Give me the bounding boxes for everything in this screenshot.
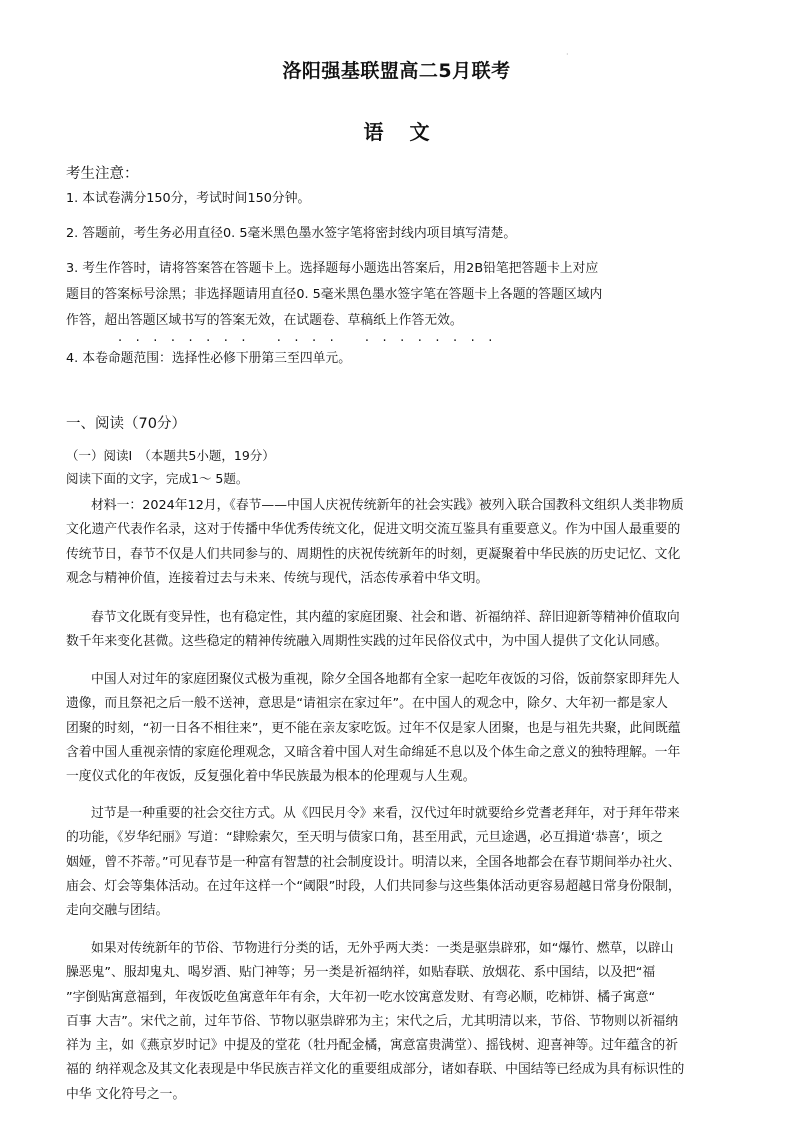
notice-rule-2 xyxy=(66,221,732,246)
material-paragraph-3 xyxy=(66,668,732,789)
material-paragraph-4 xyxy=(66,802,732,923)
notice-rule-line: 2. 答题前，考生务必用直径0. 5毫米黑色墨水签字笔将密封线内项目填写清楚。 xyxy=(66,226,517,241)
notice-rule-line: 题目的答案标号涂黑；非选择题请用直径0. 5毫米黑色墨水签字笔在答题卡上各题的答题区域内 xyxy=(66,287,603,302)
notice-rule-1 xyxy=(66,186,732,211)
notice-rule-line: 3. 考生作答时，请将答案答在答题卡上。选择题每小题选出答案后，用2B铅笔把答题卡上对应 xyxy=(66,261,599,276)
paragraph-line: 材料一：2024年12月，《春节——中国人庆祝传统新年的社会实践》被列入联合国教科文组织人类非物质 xyxy=(91,498,684,513)
paragraph-line: 庙会、灯会等集体活动。在过年这样一个“阈限”时段，人们共同参与这些集体活动更容易超越日常身份限制， xyxy=(66,878,681,894)
subsection-title: （一）阅读Ⅰ （本题共5小题，19分） xyxy=(66,448,275,463)
subject-title: 语文 xyxy=(363,120,456,144)
paragraph-line: 过节是一种重要的社会交往方式。从《四民月令》来看，汉代过年时就要给乡党耆老拜年，对于拜年带来 xyxy=(91,806,680,821)
paragraph-line: 祥为 主，如《燕京岁时记》中提及的堂花（牡丹配金橘，寓意富贵满堂）、摇钱树、迎喜神等。过年蕴含的祈 xyxy=(66,1038,678,1054)
paragraph-line: 数千年来变化甚微。这些稳定的精神传统融入周期性实践的过年民俗仪式中，为中国人提供了文化认同感。 xyxy=(66,634,668,650)
notice-rule-line: 作答，超出答题区域书写的答案无效，在试题卷、草稿纸上作答无效。 xyxy=(66,313,463,328)
paragraph-line: 福的 纳祥观念及其文化表现是中华民族吉祥文化的重要组成部分，诸如春联、中国结等已经成为具有标识性的 xyxy=(66,1062,685,1078)
paragraph-line: 春节文化既有变异性，也有稳定性，其内蕴的家庭团聚、社会和谐、祈福纳祥、辞旧迎新等精神价值取向 xyxy=(91,610,680,625)
paragraph-line: 传统节日，春节不仅是人们共同参与的、周期性的庆祝传统新年的时刻，更凝聚着中华民族的历史记忆、文化 xyxy=(66,546,681,562)
emphasis-dots: ········ ···· ········ xyxy=(118,334,506,349)
paragraph-line: 臊恶鬼”、服却鬼丸、喝岁酒、贴门神等；另一类是祈福纳祥，如贴春联、放烟花、系中国结，以及把“福 xyxy=(66,965,656,981)
paragraph-line: 如果对传统新年的节俗、节物进行分类的话，无外乎两大类：一类是驱祟辟邪，如“爆竹、燃草，以辟山 xyxy=(91,941,674,956)
reading-instruction: 阅读下面的文字，完成1～ 5题。 xyxy=(66,471,249,486)
material-paragraph-1 xyxy=(66,494,732,591)
paragraph-line: 一度仪式化的年夜饭，反复强化着中华民族最为根本的伦理观与人生观。 xyxy=(66,769,476,785)
notice-rule-line: 1. 本试卷满分150分，考试时间150分钟。 xyxy=(66,191,311,206)
paragraph-line: 文化遗产代表作名录，这对于传播中华优秀传统文化，促进文明交流互鉴具有重要意义。作为中国人最重要的 xyxy=(66,522,681,538)
material-paragraph-5 xyxy=(66,937,732,1107)
notice-rule-line: 4. 本卷命题范围：选择性必修下册第三至四单元。 xyxy=(66,351,352,366)
paragraph-line: 走向交融与团结。 xyxy=(66,903,169,919)
material-paragraph-2 xyxy=(66,606,732,655)
paragraph-line: 姻娅，曾不芥蒂。”可见春节是一种富有智慧的社会制度设计。明清以来，全国各地都会在春节期间举办社火、 xyxy=(66,854,681,870)
paragraph-line: 中华 文化符号之一。 xyxy=(66,1086,186,1102)
paragraph-line: 遗像，而且祭祀之后一般不送神，意思是“请祖宗在家过年”。在中国人的观念中，除夕、大年初一都是家人 xyxy=(66,696,668,712)
paragraph-line: 团聚的时刻，“初一日各不相往来”，更不能在亲友家吃饭。过年不仅是家人团聚，也是与祖先共聚，此间既蕴 xyxy=(66,720,681,736)
paragraph-line: 含着中国人重视亲情的家庭伦理观念，又暗含着中国人对生命绵延不息以及个体生命之意义的独特理解。一年 xyxy=(66,744,681,760)
section-title: 一、阅读（70分） xyxy=(66,416,186,432)
notice-rule-3 xyxy=(66,256,732,334)
paragraph-line: ”字倒贴寓意福到，年夜饭吃鱼寓意年年有余，大年初一吃水饺寓意发财、有弯必顺，吃柿饼、橘子寓意“ xyxy=(66,989,656,1005)
paragraph-line: 观念与精神价值，连接着过去与未来、传统与现代，活态传承着中华文明。 xyxy=(66,570,489,586)
exam-title: 洛阳强基联盟高二5月联考 xyxy=(282,60,511,82)
scan-mark: · xyxy=(566,50,569,59)
notice-rule-4 xyxy=(66,346,732,371)
paragraph-line: 的功能，《岁华纪丽》写道：“肆赊索欠，至天明与债家口角，甚至用武，元旦途遇，必互揖道‘恭喜’，顷之 xyxy=(66,830,664,846)
paragraph-line: 百事 大吉”。宋代之前，过年节俗、节物以驱祟辟邪为主；宋代之后，尤其明清以来，节俗、节物则以祈福纳 xyxy=(66,1013,679,1029)
notice-heading: 考生注意： xyxy=(66,166,139,182)
paragraph-line: 中国人对过年的家庭团聚仪式极为重视，除夕全国各地都有全家一起吃年夜饭的习俗，饭前祭家即拜先人 xyxy=(91,672,680,687)
